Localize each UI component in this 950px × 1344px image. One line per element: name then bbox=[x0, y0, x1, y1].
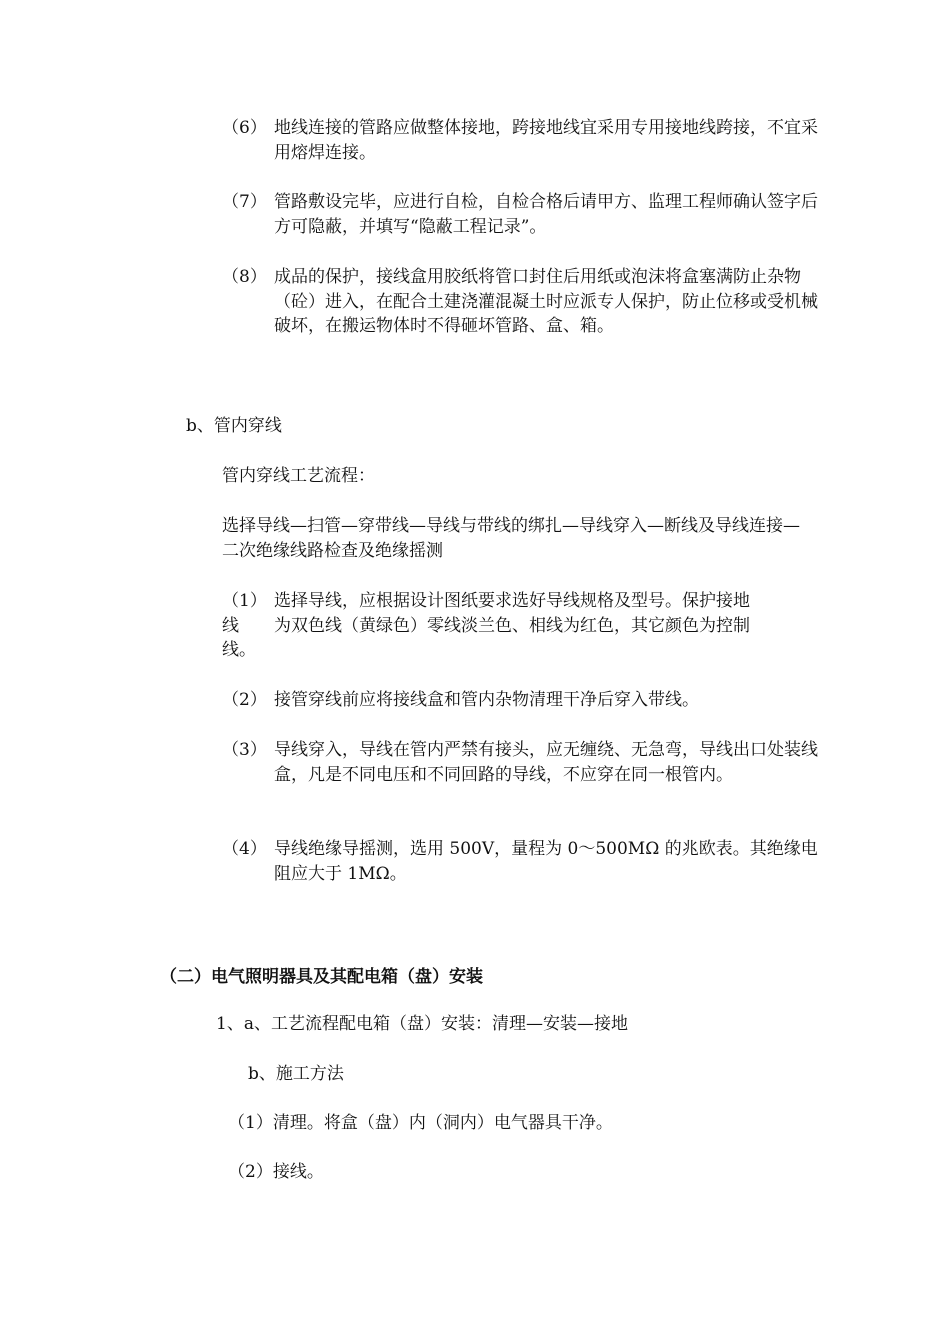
item-text-line-1: 选择导线，应根据设计图纸要求选好导线规格及型号。保护接地 bbox=[274, 591, 750, 611]
item-text: 成品的保护，接线盒用胶纸将管口封住后用纸或泡沫将盒塞满防止杂物（砼）进入，在配合土建浇灌混凝土时应派专人保护，防止位移或受机械破坏，在搬运物体时不得砸坏管路、盒、箱。 bbox=[274, 267, 818, 336]
item-number: （7） bbox=[222, 192, 267, 212]
item-text: 导线穿入，导线在管内严禁有接头，应无缠绕、无急弯，导线出口处装线盒，凡是不同电压和不同回路的导线，不应穿在同一根管内。 bbox=[274, 740, 818, 785]
item-text: 管路敷设完毕，应进行自检，自检合格后请甲方、监理工程师确认签字后方可隐蔽，并填写“隐蔽工程记录”。 bbox=[274, 192, 818, 237]
process-flow-line: 1、a、工艺流程配电箱（盘）安装：清理—安装—接地 bbox=[216, 1014, 628, 1034]
item-number: （8） bbox=[222, 267, 267, 287]
flow-text: 选择导线—扫管—穿带线—导线与带线的绑扎—导线穿入—断线及导线连接—二次绝缘线路检查及绝缘摇测 bbox=[222, 516, 800, 561]
item-number: （2） bbox=[222, 690, 267, 710]
section-heading: （二）电气照明器具及其配电箱（盘）安装 bbox=[160, 967, 483, 987]
item-number: （3） bbox=[222, 740, 267, 760]
section-b-title: b、管内穿线 bbox=[186, 416, 282, 436]
step-2: （2）接线。 bbox=[228, 1162, 324, 1182]
item-text-line-2-start: 线 bbox=[222, 615, 239, 636]
item-text-line-2: 为双色线（黄绿色）零线淡兰色、相线为红色，其它颜色为控制 bbox=[274, 615, 750, 636]
item-number: （4） bbox=[222, 839, 267, 859]
item-text: 地线连接的管路应做整体接地，跨接地线宜采用专用接地线跨接，不宜采用熔焊连接。 bbox=[274, 118, 818, 163]
item-number: （6） bbox=[222, 118, 267, 138]
item-text-line-3: 线。 bbox=[222, 640, 256, 660]
item-text: 导线绝缘导摇测，选用 500V，量程为 0～500MΩ 的兆欧表。其绝缘电阻应大于 1MΩ。 bbox=[274, 839, 818, 884]
item-number: （1） bbox=[222, 591, 267, 611]
step-1: （1）清理。将盒（盘）内（洞内）电气器具干净。 bbox=[228, 1113, 613, 1133]
item-text: 接管穿线前应将接线盒和管内杂物清理干净后穿入带线。 bbox=[274, 690, 699, 710]
flow-label: 管内穿线工艺流程： bbox=[222, 466, 375, 486]
construction-method-label: b、施工方法 bbox=[248, 1064, 344, 1084]
